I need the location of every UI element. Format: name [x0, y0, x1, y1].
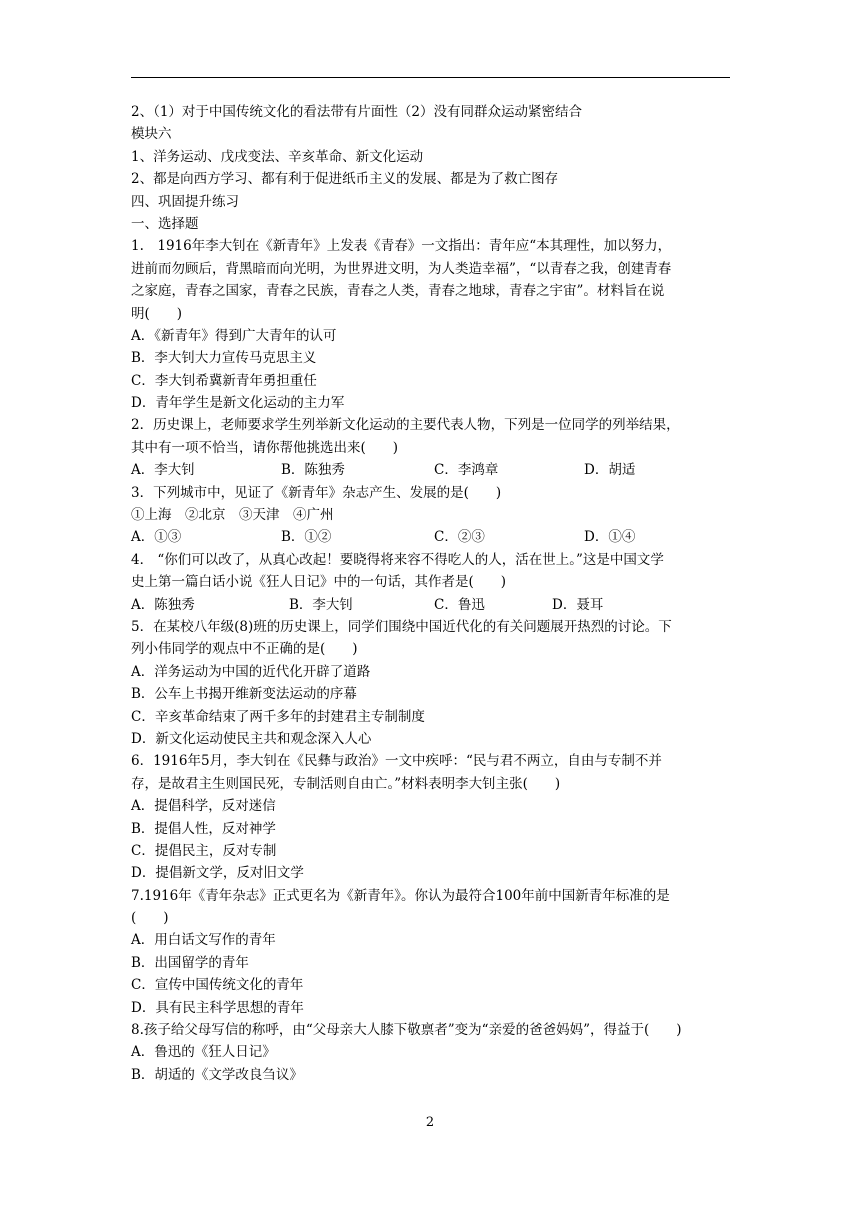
- page-number: 2: [425, 1115, 435, 1130]
- option-line: B．李大钊大力宣传马克思主义: [131, 350, 317, 367]
- question-text: 1. 1916年李大钊在《新青年》上发表《青春》一文指出：青年应“本其理性，加以努力，: [131, 238, 672, 255]
- option-line: A．《新青年》得到广大青年的认可: [131, 327, 337, 344]
- question-text: ①上海 ②北京 ③天津 ④广州: [131, 507, 334, 524]
- answer-line: 2、（1）对于中国传统文化的看法带有片面性（2）没有同群众运动紧密结合: [131, 104, 583, 120]
- question-text: 之家庭，青春之国家，青春之民族，青春之人类，青春之地球，青春之宇宙”。材料旨在说: [131, 283, 665, 300]
- option-c: C．鲁迅: [434, 596, 485, 613]
- document-body: [131, 101, 731, 1086]
- question-text: 明( ): [131, 305, 183, 322]
- section-heading: 一、选择题: [131, 215, 199, 232]
- option-d: D．胡适: [584, 462, 636, 479]
- question-text: 4． “你们可以改了，从真心改起！要晓得将来容不得吃人的人，活在世上。”这是中国文学: [131, 551, 664, 568]
- option-b: B．①②: [281, 529, 332, 546]
- option-d: D．①④: [584, 529, 636, 546]
- option-line: C．提倡民主，反对专制: [131, 842, 277, 859]
- question-text: 其中有一项不恰当，请你帮他挑选出来( ): [131, 439, 399, 456]
- options-row: [131, 459, 731, 481]
- option-line: B．出国留学的青年: [131, 954, 249, 971]
- option-line: C．李大钊希冀新青年勇担重任: [131, 372, 317, 389]
- option-line: B．公车上书揭开维新变法运动的序幕: [131, 686, 357, 703]
- option-line: D．提倡新文学，反对旧文学: [131, 865, 304, 882]
- module-heading: 模块六: [131, 126, 172, 143]
- question-text: 史上第一篇白话小说《狂人日记》中的一句话，其作者是( ): [131, 574, 507, 591]
- options-row: [131, 594, 731, 616]
- question-text: 5．在某校八年级(8)班的历史课上，同学们围绕中国近代化的有关问题展开热烈的讨论。下: [131, 618, 672, 635]
- option-b: B．陈独秀: [281, 462, 345, 479]
- question-text: 存，是故君主生则国民死，专制活则自由亡。”材料表明李大钊主张( ): [131, 775, 561, 792]
- option-c: C．李鸿章: [434, 462, 499, 479]
- option-line: D．具有民主科学思想的青年: [131, 999, 304, 1016]
- option-line: C．辛亥革命结束了两千多年的封建君主专制制度: [131, 708, 425, 725]
- option-line: D．新文化运动使民主共和观念深入人心: [131, 730, 372, 747]
- option-a: A．陈独秀: [131, 596, 195, 613]
- answer-line: 1、洋务运动、戊戌变法、辛亥革命、新文化运动: [131, 148, 424, 165]
- option-line: D．青年学生是新文化运动的主力军: [131, 395, 345, 412]
- option-line: A．鲁迅的《狂人日记》: [131, 1044, 276, 1061]
- option-a: A．李大钊: [131, 462, 195, 479]
- header-rule: [131, 77, 730, 78]
- answer-line: 2、都是向西方学习、都有利于促进纸币主义的发展、都是为了救亡图存: [131, 171, 559, 188]
- option-line: A．提倡科学，反对迷信: [131, 798, 276, 815]
- option-c: C．②③: [434, 529, 485, 546]
- question-text: 2．历史课上，老师要求学生列举新文化运动的主要代表人物，下列是一位同学的列举结果，: [131, 417, 680, 434]
- options-row: [131, 526, 731, 548]
- option-line: C．宣传中国传统文化的青年: [131, 977, 304, 994]
- option-line: A．用白话文写作的青年: [131, 932, 276, 949]
- question-text: 3．下列城市中，见证了《新青年》杂志产生、发展的是( ): [131, 484, 502, 501]
- question-text: 进前而勿顾后，背黑暗而向光明，为世界进文明，为人类造幸福”，“以青春之我，创建青春: [131, 260, 672, 277]
- question-text: 6．1916年5月，李大钊在《民彝与政治》一文中疾呼：“民与君不两立，自由与专制不并: [131, 753, 662, 770]
- option-line: A．洋务运动为中国的近代化开辟了道路: [131, 663, 371, 680]
- section-heading: 四、巩固提升练习: [131, 193, 239, 210]
- option-line: B．提倡人性，反对神学: [131, 820, 276, 837]
- option-line: B．胡适的《文学改良刍议》: [131, 1066, 303, 1083]
- option-d: D．聂耳: [552, 596, 604, 613]
- question-text: 7.1916年《青年杂志》正式更名为《新青年》。你认为最符合100年前中国新青年标准的是: [131, 887, 670, 904]
- question-text: ( ): [131, 910, 169, 927]
- option-a: A．①③: [131, 529, 182, 546]
- option-b: B．李大钊: [289, 596, 353, 613]
- question-text: 8.孩子给父母写信的称呼，由“父母亲大人膝下敬禀者”变为“亲爱的爸爸妈妈”，得益于( ): [131, 1022, 682, 1039]
- question-text: 列小伟同学的观点中不正确的是( ): [131, 641, 358, 658]
